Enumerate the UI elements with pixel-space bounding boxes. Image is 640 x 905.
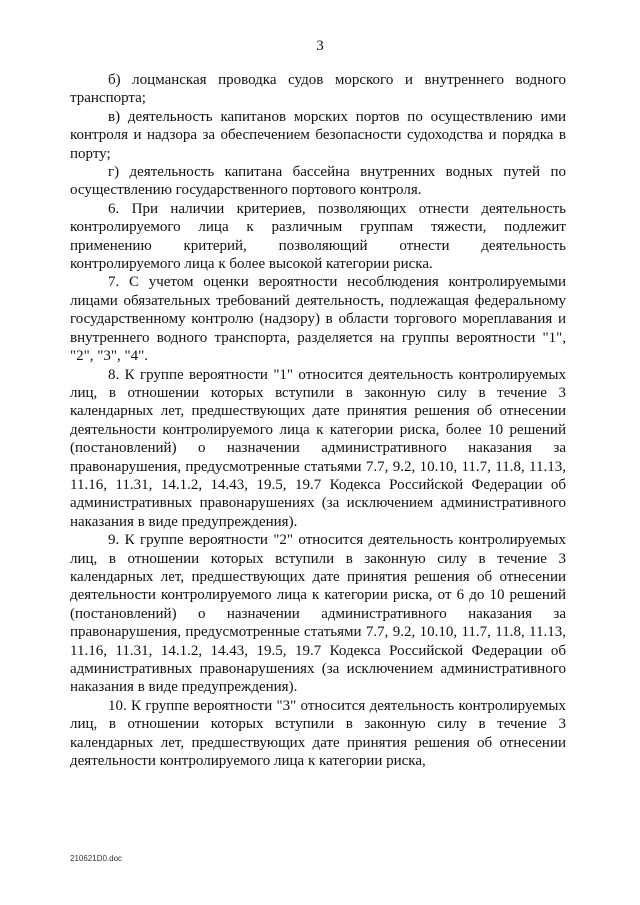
footer-document-code: 210621D0.doc [70,854,123,863]
paragraph-v-port-captains: в) деятельность капитанов морских портов по осуществлению ими контроля и надзора за обеспечением безопасности судоходства и порядка в порту; [70,108,566,162]
paragraph-10-group-3: 10. К группе вероятности "3" относится деятельность контролируемых лиц, в отношении которых вступили в законную силу в течение 3 календарных лет, предшествующих дате принятия решения об отнесении деятельности контролируемого лица к категории риска, [70,697,566,770]
paragraph-8-group-1: 8. К группе вероятности "1" относится деятельность контролируемых лиц, в отношении которых вступили в законную силу в течение 3 календарных лет, предшествующих дате принятия решения об отнесении деятельности контролируемого лица к категории риска, более 10 решений (постановлений) о назначении административного наказания за правонарушения, предусмотренные статьями 7.7, 9.2, 10.10, 11.7, 11.8, 11.13, 11.16, 11.31, 14.1.2, 14.43, 19.5, 19.7 Кодекса Российской Федерации об административных правонарушениях (за исключением административного наказания в виде предупреждения). [70,366,566,530]
paragraph-b-pilotage: б) лоцманская проводка судов морского и внутреннего водного транспорта; [70,72,566,107]
paragraph-7-probability-groups: 7. С учетом оценки вероятности несоблюдения контролируемыми лицами обязательных требований деятельность, подлежащая федеральному государственному контролю (надзору) в области торгового мореплавания и внутреннего водного транспорта, разделяется на группы вероятности "1", "2", "3", "4". [70,274,566,365]
page-number: 3 [316,38,324,54]
paragraph-9-group-2: 9. К группе вероятности "2" относится деятельность контролируемых лиц, в отношении которых вступили в законную силу в течение 3 календарных лет, предшествующих дате принятия решения об отнесении деятельности контролируемого лица к категории риска, от 6 до 10 решений (постановлений) о назначении административного наказания за правонарушения, предусмотренные статьями 7.7, 9.2, 10.10, 11.7, 11.8, 11.13, 11.16, 11.31, 14.1.2, 14.43, 19.5, 19.7 Кодекса Российской Федерации об административных правонарушениях (за исключением административного наказания в виде предупреждения). [70,532,566,696]
paragraph-6-criteria: 6. При наличии критериев, позволяющих отнести деятельность контролируемого лица к различным группам тяжести, подлежит применению критерий, позволяющий отнести деятельность контролируемого лица к более высокой категории риска. [70,200,566,273]
paragraph-g-basin-captain: г) деятельность капитана бассейна внутренних водных путей по осуществлению государственного портового контроля. [70,164,566,199]
document-body [70,71,566,770]
